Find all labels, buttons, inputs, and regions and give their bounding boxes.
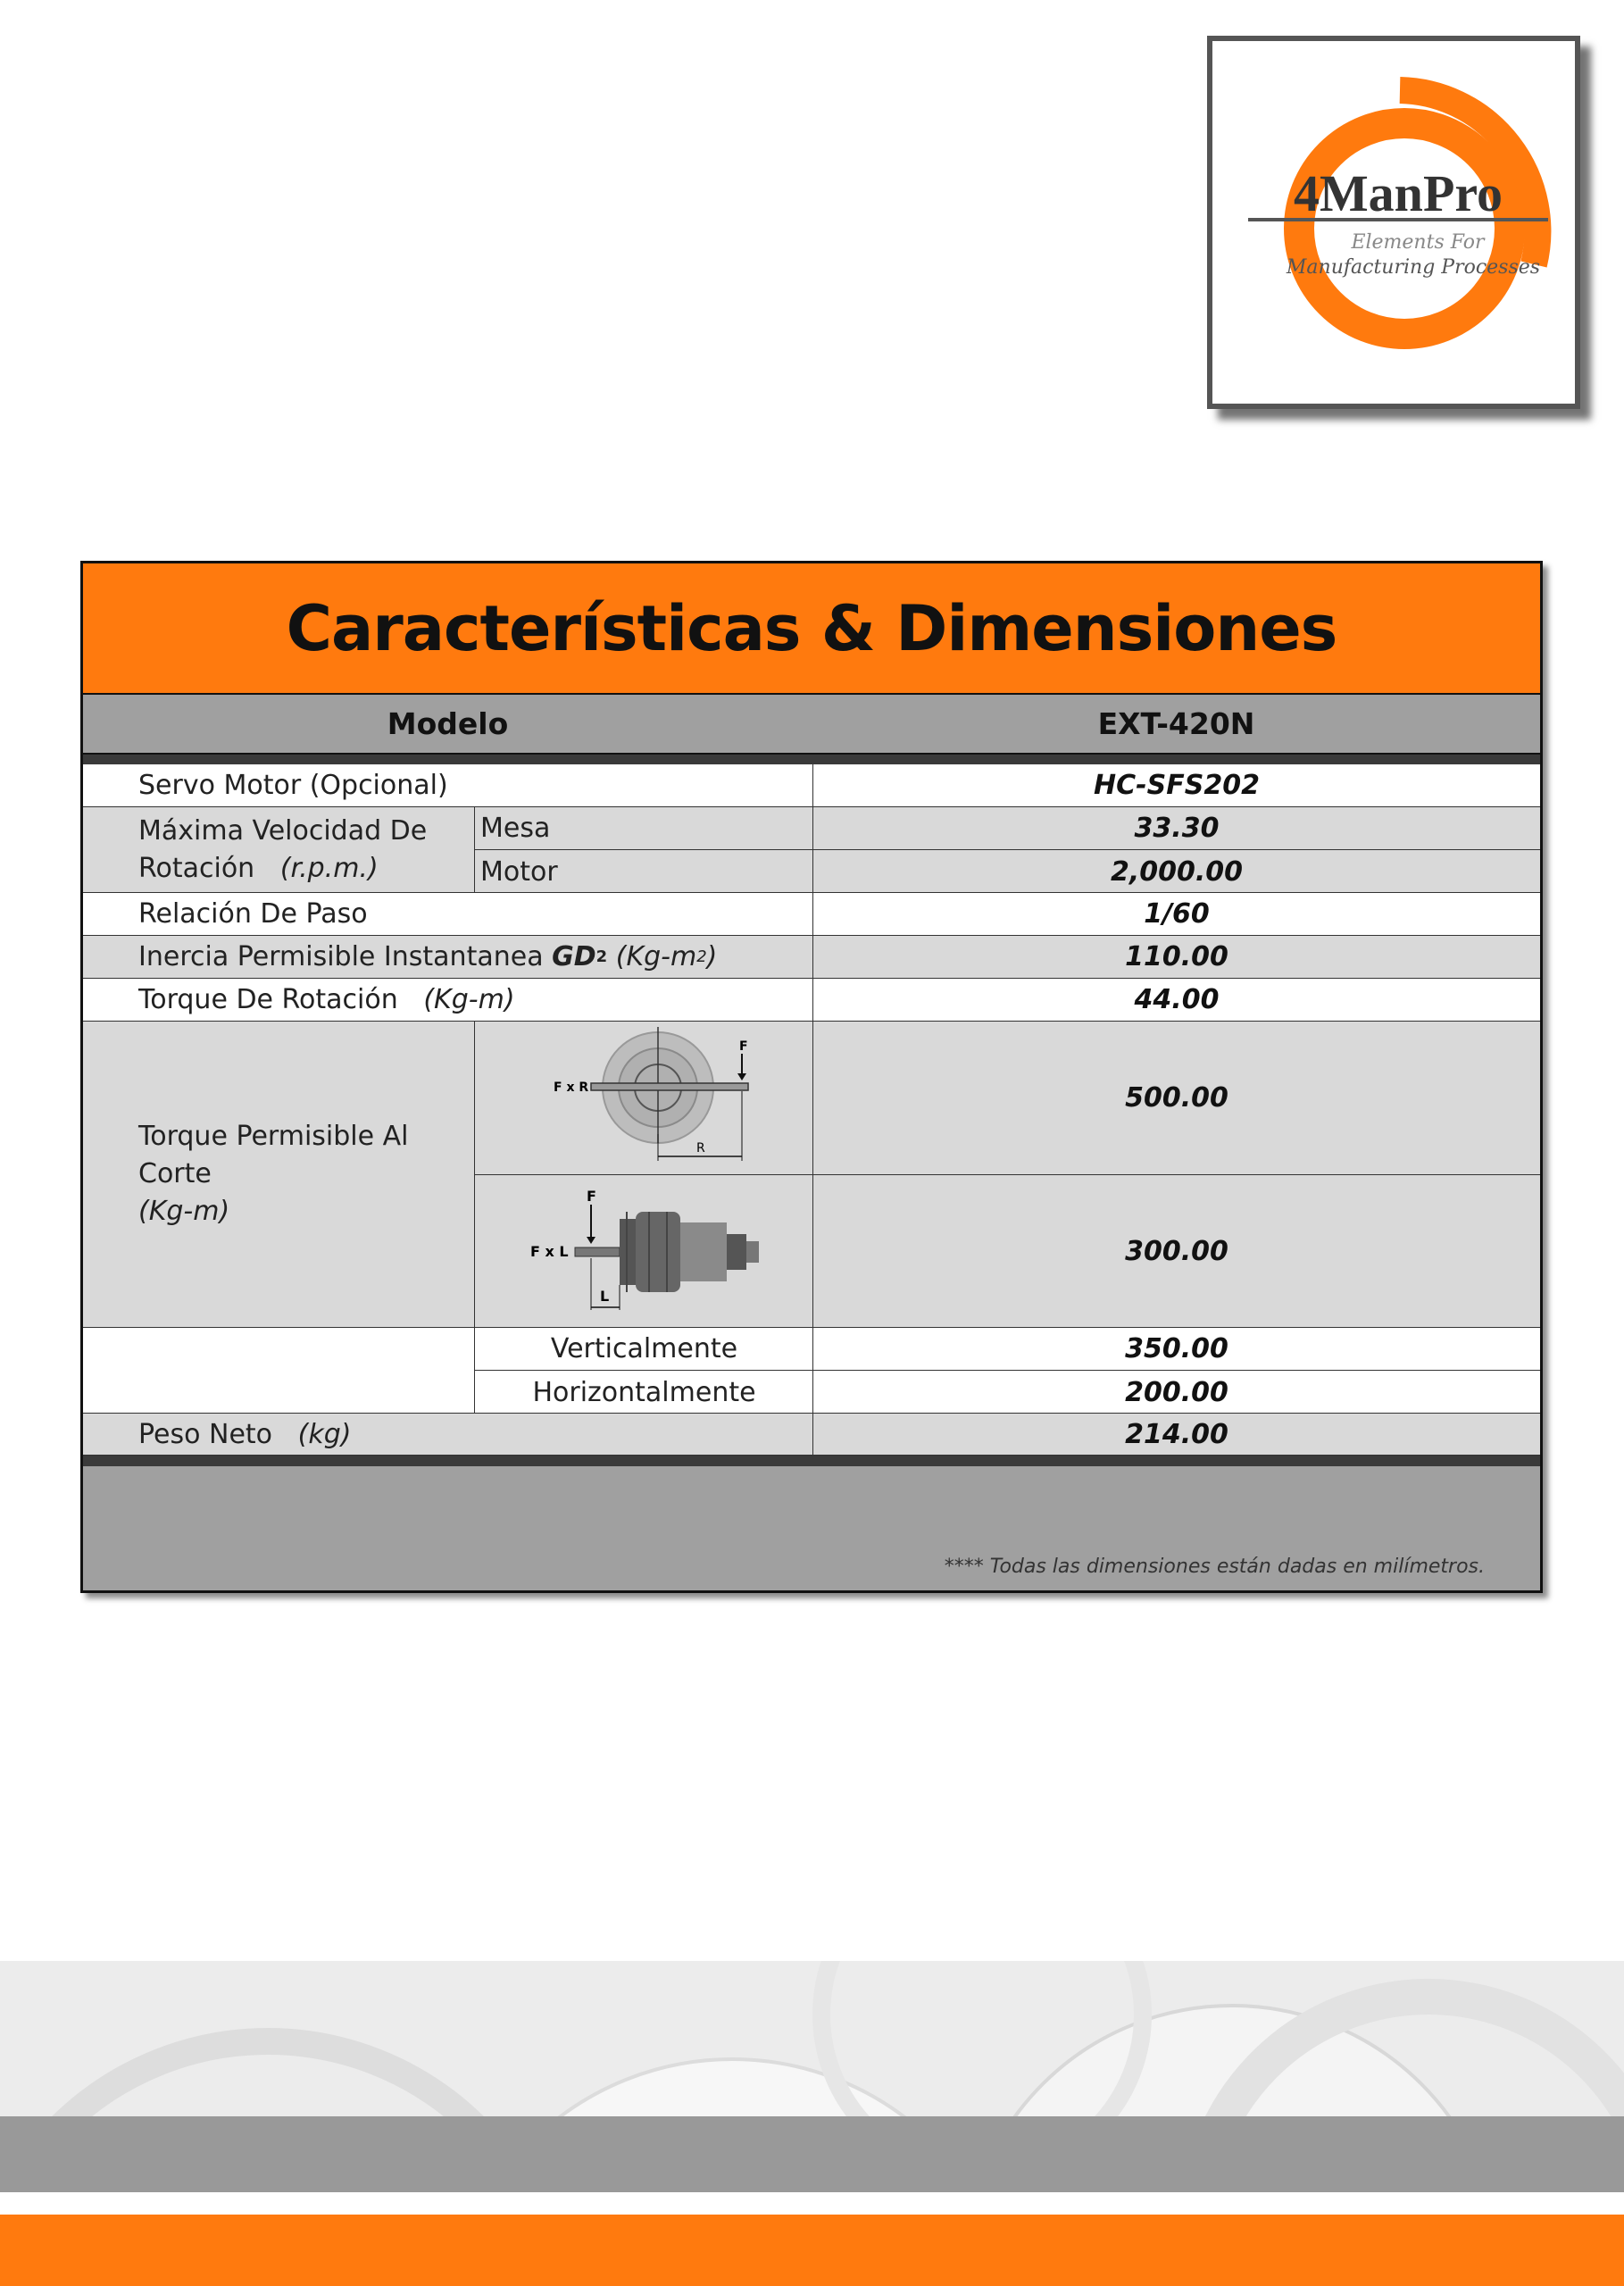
velocidad-unit: (r.p.m.) (279, 852, 379, 884)
divider (83, 1456, 1540, 1466)
torque-corte-label-2: Corte (138, 1158, 212, 1189)
torque-rot-label-wrap (83, 979, 515, 1021)
fig1-r-label: R (695, 1140, 705, 1156)
row-velocidad (83, 807, 1540, 893)
inercia-label: Inercia Permisible Instantanea (138, 941, 544, 972)
torque-corte-value-2: 300.00 (812, 1175, 1540, 1328)
vertical-value: 350.00 (812, 1328, 1540, 1371)
inercia-label-wrap: Inercia Permisible Instantanea GD 2 (Kg-m 2 ) (138, 941, 718, 972)
horizontal-label: Horizontalmente (474, 1371, 813, 1414)
logo-tagline-2: Manufacturing Processes (1286, 256, 1541, 279)
velocidad-label-1: Máxima Velocidad De (138, 814, 428, 847)
mesa-label: Mesa (474, 807, 813, 850)
spec-table (80, 561, 1543, 1593)
row-relacion (83, 893, 1540, 936)
torque-rot-unit: (Kg-m) (423, 984, 515, 1015)
row-torque-rotacion (83, 979, 1540, 1022)
inercia-gd: GD (552, 941, 596, 972)
torque-corte-label (83, 1022, 408, 1327)
fig2-f-label: F (586, 1187, 596, 1205)
row-torque-corte (83, 1022, 1540, 1328)
model-header (83, 695, 1540, 755)
figure-axial-load (474, 1175, 813, 1328)
axial-load-icon (520, 1185, 770, 1319)
mesa-value: 33.30 (812, 807, 1540, 850)
torque-corte-label-1: Torque Permisible Al (138, 1121, 409, 1152)
peso-label-wrap (83, 1414, 351, 1455)
divider (83, 755, 1540, 764)
motor-value: 2,000.00 (812, 850, 1540, 893)
row-servo (83, 764, 1540, 807)
radial-load-icon (537, 1027, 752, 1170)
logo-graphic (1212, 41, 1575, 404)
dimensions-note: **** Todas las dimensiones están dadas en milímetros. (944, 1556, 1485, 1578)
torque-rot-label: Torque De Rotación (138, 984, 398, 1015)
row-inercia (83, 936, 1540, 979)
footer-bar (83, 1466, 1540, 1590)
model-label: Modelo (387, 706, 509, 741)
logo-tagline-1: Elements For (1351, 231, 1485, 254)
company-logo (1207, 36, 1580, 409)
servo-value: HC-SFS202 (812, 764, 1540, 806)
vertical-label: Verticalmente (474, 1328, 813, 1371)
footer-band-orange (0, 2215, 1624, 2286)
torque-rot-value: 44.00 (812, 979, 1540, 1021)
fig2-fxl-label: F x L (529, 1242, 569, 1260)
fig1-fxr-label: F x R (553, 1080, 588, 1095)
torque-corte-value-1: 500.00 (812, 1022, 1540, 1175)
logo-brand-text: 4ManPro (1293, 164, 1503, 222)
inercia-value: 110.00 (812, 936, 1540, 978)
title-bar (83, 563, 1540, 695)
peso-unit: (kg) (297, 1418, 352, 1450)
inercia-unit-b: ) (706, 941, 718, 972)
velocidad-label (83, 807, 427, 892)
velocidad-label-2-wrap (138, 850, 379, 888)
relacion-label: Relación De Paso (138, 898, 368, 930)
row-peso (83, 1414, 1540, 1456)
fig1-f-label: F (738, 1039, 748, 1054)
motor-label: Motor (474, 850, 813, 893)
inercia-unit-a: (Kg-m (615, 941, 697, 972)
servo-label: Servo Motor (Opcional) (138, 770, 448, 801)
row-carga (83, 1328, 1540, 1414)
peso-label: Peso Neto (138, 1418, 273, 1450)
horizontal-value: 200.00 (812, 1371, 1540, 1414)
peso-value: 214.00 (812, 1414, 1540, 1455)
footer-band-gray (0, 2116, 1624, 2192)
sheet-title: Características & Dimensiones (286, 591, 1337, 665)
velocidad-label-2: Rotación (138, 852, 255, 884)
torque-corte-unit: (Kg-m) (138, 1196, 230, 1227)
model-value: EXT-420N (1097, 706, 1255, 741)
figure-radial-load (474, 1022, 813, 1175)
relacion-value: 1/60 (812, 893, 1540, 935)
fig2-l-label: L (599, 1287, 609, 1305)
